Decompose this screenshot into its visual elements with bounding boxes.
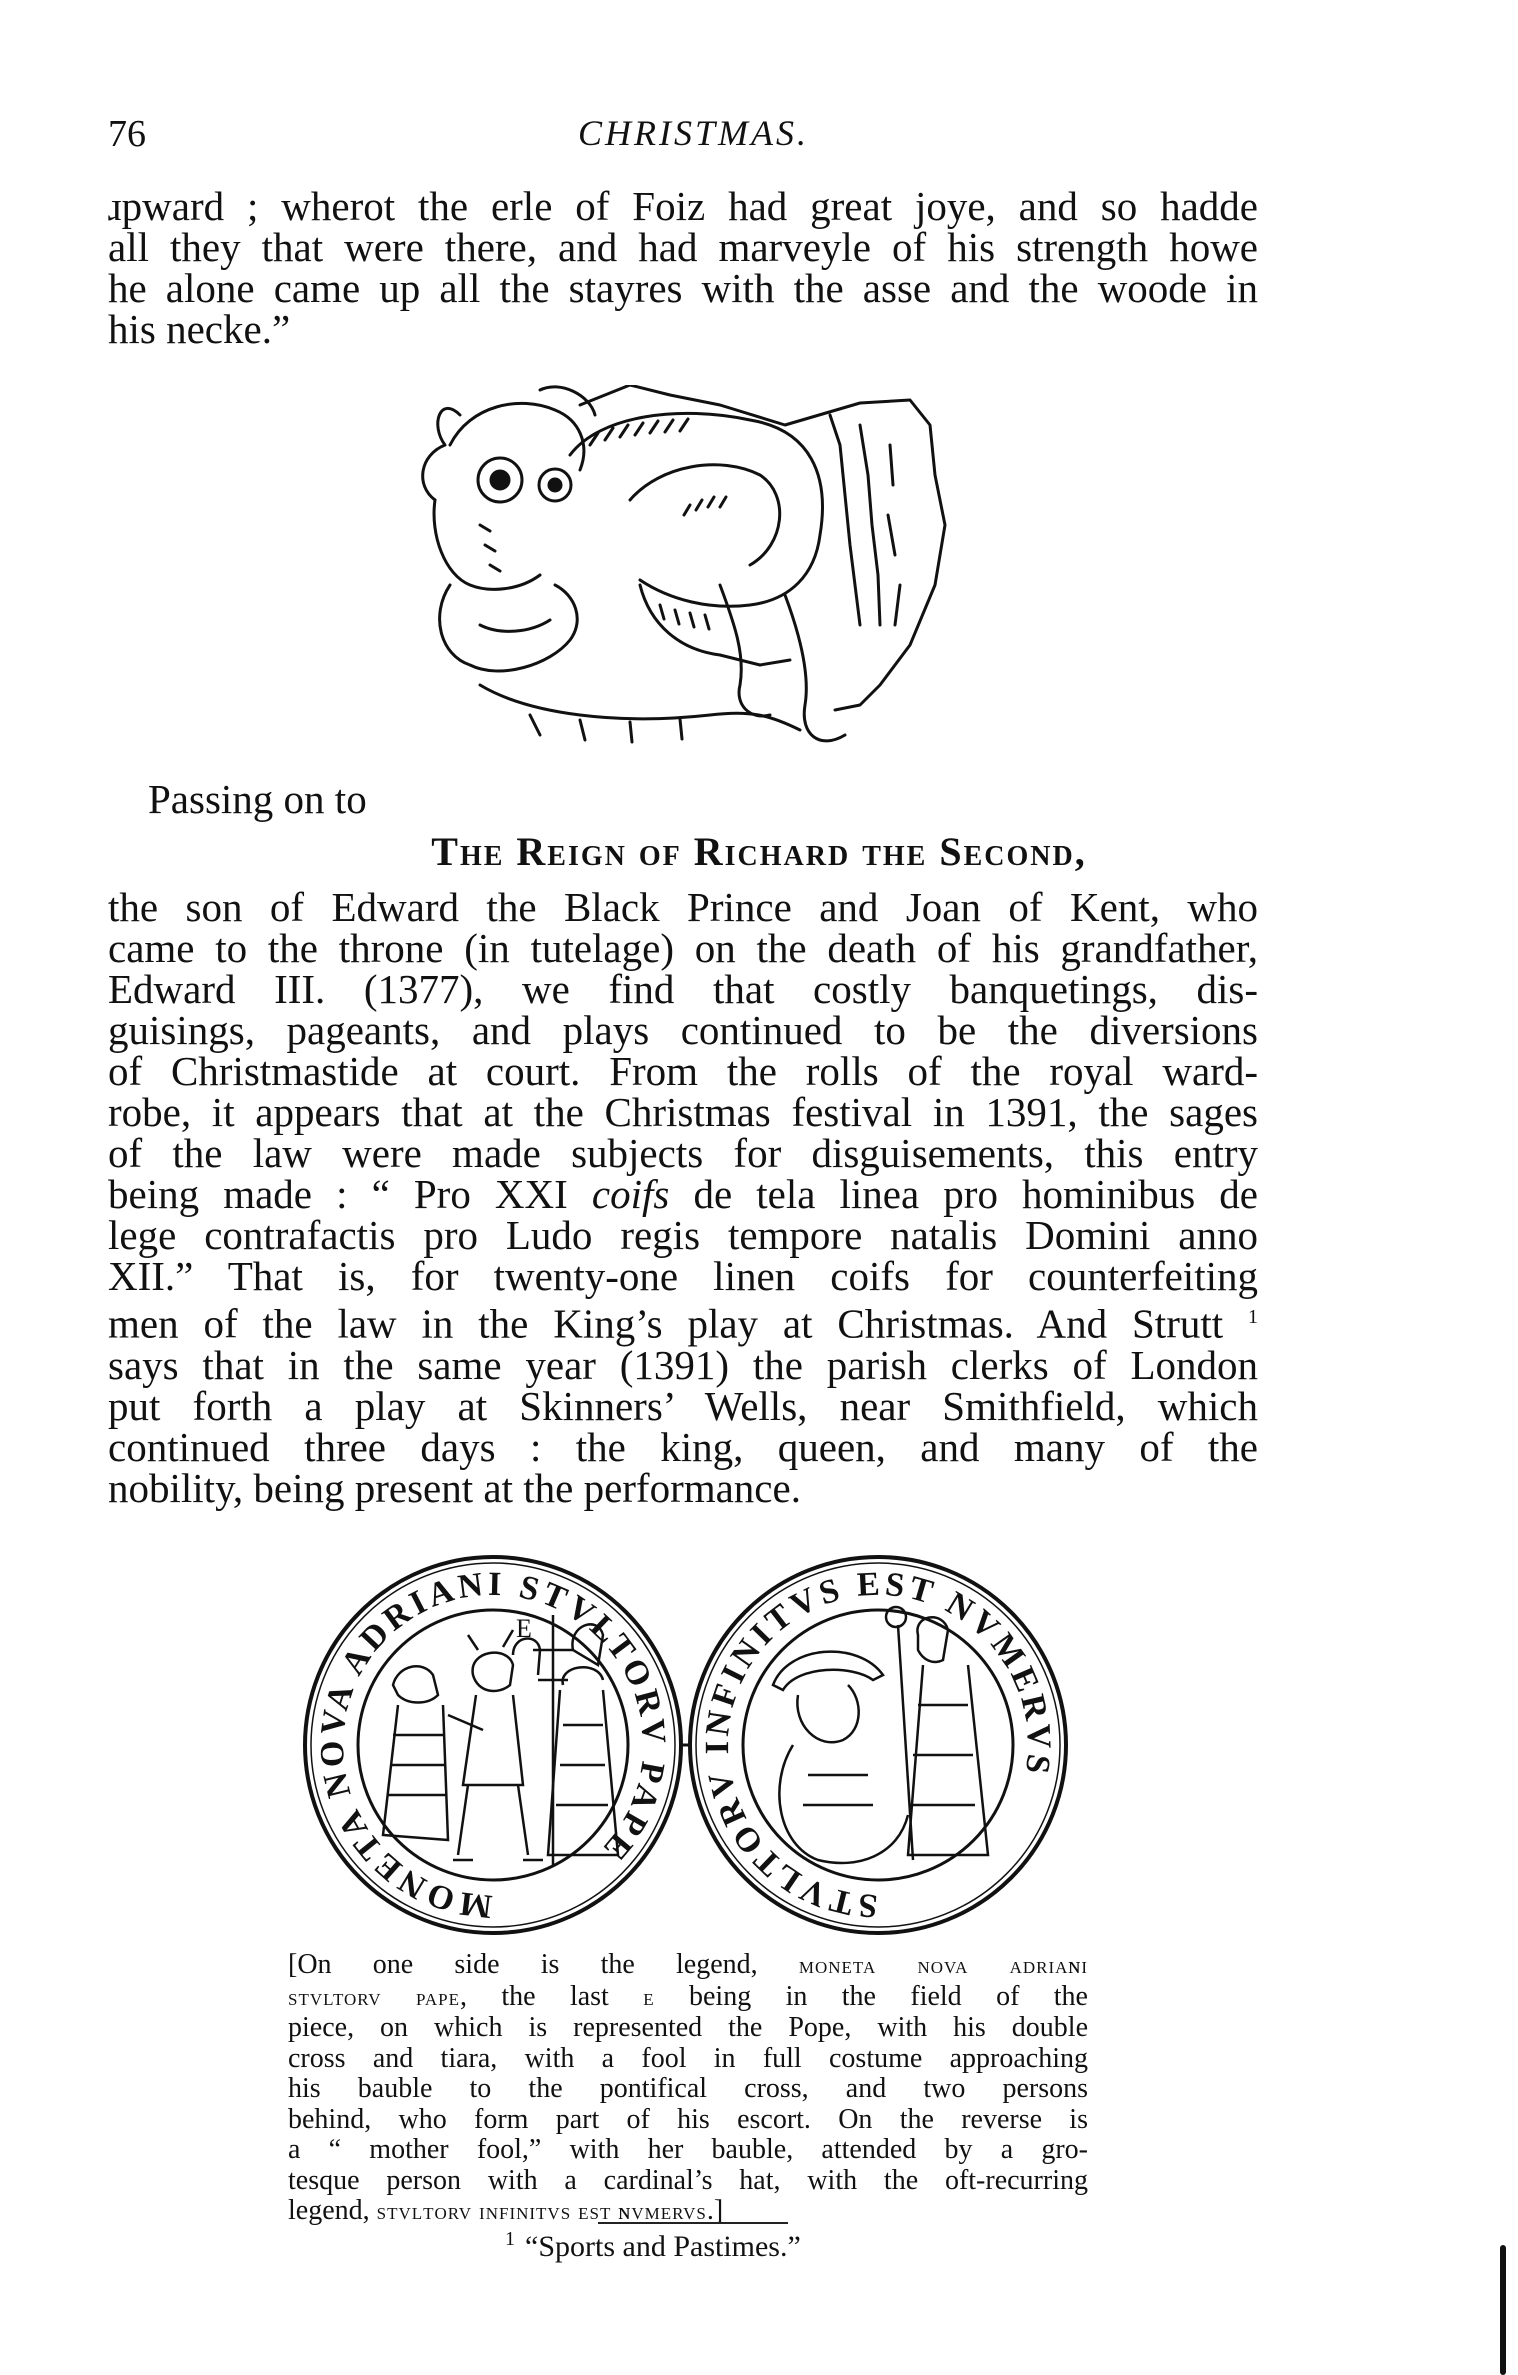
text-line: lege contrafactis pro Ludo regis tempore natalis Domini anno: [108, 1212, 1258, 1258]
text-line: XII.” That is, for twenty-one linen coifs for counterfeiting: [108, 1253, 1258, 1299]
caption-legend-text: sτvltorv pape: [288, 1984, 460, 2011]
text-line: [108, 1171, 1258, 1217]
obverse-field-letter: E: [516, 1614, 532, 1643]
caption-line: a “ mother fool,” with her bauble, attended by a gro-: [288, 2134, 1088, 2165]
text-line: of Christmastide at court. From the rolls of the royal ward-: [108, 1048, 1258, 1094]
page-header: [108, 112, 1258, 162]
text-line: continued three days : the king, queen, and many of the: [108, 1423, 1258, 1470]
coin-obverse-icon: [305, 1557, 681, 1933]
page-edge-mark: [1500, 2245, 1506, 2375]
caption-line: behind, who form part of his escort. On the reverse is: [288, 2103, 1088, 2135]
caption-line: tesque person with a cardinal’s hat, with the oft-recurring: [288, 2164, 1088, 2196]
main-paragraph: [108, 884, 1258, 1511]
caption-line: [288, 1950, 1088, 1982]
passing-on-line: Passing on to: [148, 776, 367, 822]
text-line: came to the throne (in tutelage) on the death of his grandfather,: [108, 925, 1258, 971]
text-line: his necke.”: [108, 306, 291, 352]
caption-line: piece, on which is represented the Pope, with his double: [288, 2012, 1088, 2043]
footnote: [505, 2228, 801, 2264]
text-line: robe, it appears that at the Christmas festival in 1391, the sages: [108, 1089, 1258, 1135]
text-line: [108, 1297, 1258, 1345]
caption-fragment: [On one side is the legend,: [288, 1949, 799, 1980]
caption-fragment: .]: [706, 2195, 724, 2226]
caption-line: his bauble to the pontifical cross, and two persons: [288, 2073, 1088, 2104]
figure-caption: [288, 1950, 1088, 2228]
footnote-divider: [598, 2222, 788, 2224]
footnote-text: “Sports and Pastimes.”: [525, 2230, 801, 2263]
reverse-legend: STVLTORV INFINITVS EST NVMERVS: [698, 1565, 1058, 1925]
running-head: CHRISTMAS.: [578, 113, 809, 153]
footnote-reference: 1: [1248, 1306, 1258, 1328]
caption-line: [288, 1982, 1088, 2014]
gargoyle-figure: [390, 385, 990, 775]
page-number: 76: [108, 113, 146, 155]
text-fragment: men of the law in the King’s play at Christmas. And Strutt: [108, 1300, 1224, 1347]
text-line: says that in the same year (1391) the parish clerks of London: [108, 1341, 1258, 1388]
obverse-legend: MONETA NOVA ADRIANI STVLTORV PAPE: [313, 1565, 673, 1925]
text-line: the son of Edward the Black Prince and Joan of Kent, who: [108, 884, 1258, 930]
caption-line: cross and tiara, with a fool in full costume approaching: [288, 2042, 1088, 2074]
caption-fragment: , the last: [459, 1980, 644, 2012]
svg-text:MONETA NOVA ADRIANI STVLTORV P: [314, 1566, 673, 1925]
caption-legend-text: moneta nova adriaɴi: [798, 1953, 1088, 1979]
italic-word: coifs: [591, 1171, 670, 1217]
text-line: he alone came up all the stayres with the asse and the woode in: [108, 265, 1258, 311]
text-line: ɹpward ; wherot the erle of Foiz had great joye, and so hadde: [108, 183, 1258, 229]
coins-illustration: [298, 1555, 1073, 1945]
coins-figure: [298, 1555, 1073, 1945]
svg-text:STVLTORV INFINITVS EST NVMERVS: [699, 1566, 1058, 1925]
coin-reverse-icon: [690, 1557, 1066, 1933]
text-line: all they that were there, and had marveyle of his strength howe: [108, 224, 1258, 270]
text-line: Edward III. (1377), we find that costly banquetings, dis-: [108, 966, 1258, 1012]
gargoyle-carving-icon: [390, 385, 990, 775]
caption-legend-text: e: [643, 1984, 655, 2011]
caption-fragment: being in the field of the: [654, 1980, 1088, 2012]
text-line: of the law were made subjects for disguisements, this entry: [108, 1130, 1258, 1176]
text-fragment: being made : “ Pro XXI: [108, 1171, 592, 1217]
caption-legend-text: stvlτorv infinitvs est ɴvmervs: [376, 2199, 707, 2225]
text-line: guisings, pageants, and plays continued to be the diversions: [108, 1007, 1258, 1053]
opening-paragraph: [108, 183, 1258, 352]
text-line: put forth a play at Skinners’ Wells, near Smithfield, which: [108, 1382, 1258, 1429]
footnote-marker: 1: [505, 2228, 515, 2250]
text-fragment: de tela linea pro hominibus de: [669, 1171, 1258, 1217]
section-heading: The Reign of Richard the Second,: [431, 829, 1087, 874]
text-line: nobility, being present at the performance.: [108, 1464, 801, 1511]
caption-fragment: legend,: [288, 2195, 377, 2226]
